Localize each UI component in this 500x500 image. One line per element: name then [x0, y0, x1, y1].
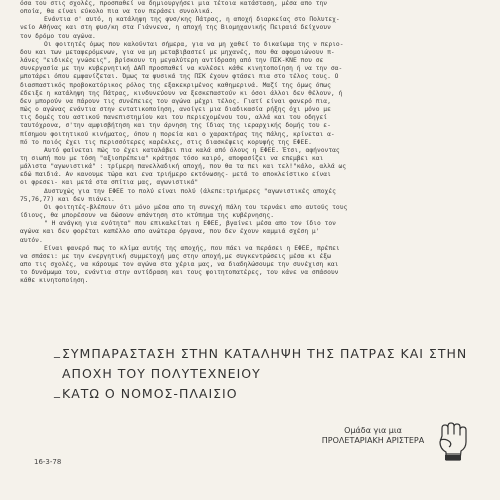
slogan-patras: ΣΥΜΠΑΡΑΣΤΑΣΗ ΣΤΗΝ ΚΑΤΑΛΗΨΗ ΤΗΣ ΠΑΤΡΑΣ ΚΑΙ ΣΤΗΝ [62, 346, 468, 361]
text-line: το δυνάμωμα του, ενάντια στην αντίδραση και τους φοιτητοπατέρες, του κάνε να σπάσουν [20, 269, 339, 277]
text-line: Ενάντια σ' αυτό, η κατάληψη της φυσ/κης Πάτρας, η αποχή διαρκείας στο Πολυτεχ- [44, 16, 340, 24]
signature-line: Ομάδα για μια [344, 426, 402, 435]
slogan-dash: _ [54, 384, 60, 398]
slogan-polytechnic: ΑΠΟΧΗ ΤΟΥ ΠΟΛΥΤΕΧΝΕΙΟΥ [62, 366, 261, 381]
text-line: ίδιους, θα μπορέσουν να δώσουν απάντηση στο κτύπημα της κυβέρνησης. [20, 212, 275, 220]
text-line: Οι φοιτητές-βλέπουν ότι μόνο μέσα απο τη συνεχή πάλη του τερνάει απο αυτούς τους [44, 203, 348, 211]
text-line: δεν μπορούν να πάρουν τις συνέπειες του αγώνα μέχρι τέλος. Γιατί είναι φανερό πια, [20, 97, 331, 105]
text-line: να σπάσει: με την ενεργητική συμμετοχή μας στην αποχή,με συγκεντρώσεις μέσα κι έξω [20, 252, 331, 260]
typed-body [20, 0, 488, 285]
text-line: Δυστυχώς για την ΕΦΕΕ το πολύ είναι πολύ (άλεπε:τριήμερες "αγωνιστικές αποχές [44, 187, 336, 195]
signature [318, 426, 428, 446]
text-line: αυτόν. [20, 236, 43, 244]
text-line: όσα του στις σχολές, προσπαθεί να δημιουργήσει μια τέτοια κατάσταση, μέσα απο την [20, 0, 328, 7]
text-line: " Η ανάγκη για ενότητα" που επικαλείται η ΕΦΕΕ, βγαίνει μέσα απο τον ίδιο τον [44, 220, 336, 228]
text-line: εδώ παιδιά. Αν κανουμε τώρα και ενα τριήμερο εκτόνωσης- μετά το αποκλείστικο είναι [20, 171, 331, 179]
text-line: τον δρόμο του αγώνα. [20, 32, 96, 40]
text-line: τις δομές του αστικού πανεπιστημίου και του περιεχομένου του, αλλά και του οδηγεί [20, 114, 328, 122]
text-line: δου και των μεταφερόμενων, για να μη μεταβιβαστεί με μηχανές, που θα αφομοιώνουν π- [20, 48, 335, 56]
signature-org: ΠΡΟΛΕΤΑΡΙΑΚΗ ΑΡΙΣΤΕΡΑ [321, 436, 425, 445]
text-line: πίσημου φοιτητικού κινήματος, όπου η πορεία και ο χαρακτήρας της πάλης, κρίνεται α- [20, 130, 335, 138]
text-line: διασπαστικός προβοκατόρικος ρόλος της εξακεκριμένος καθημερινά. Μαζί της όμως όπως [20, 81, 331, 89]
slogan-dash: _ [54, 344, 60, 358]
text-line: Είναι φανερό πως το κλίμα αυτής της αποχής, που πάει να περάσει η ΕΦΕΕ, πρέπει [44, 244, 340, 252]
text-line: απο τις σχολές, να κάρουμε τον αγώνα στα χέρια μας, να διαδηλώσουμε την συνέχιση και [20, 261, 339, 268]
text-line: έδειξε η κατάληψη της Πάτρας, κινδυνεύουν να ξεσκεπαστούν κι όσοι άλλοι δεν θέλουν, ή [20, 89, 343, 97]
text-line: οποία, θα είναι εύκολο πια να τον περάσει συνολικά. [20, 8, 214, 16]
text-line: ταυτόχρονα, σ'την αμφισβήτηση και την άρνηση της ίδιας της ιεραρχικής δομής του ε- [20, 122, 331, 130]
text-line: πό το ποιός έχει τις περισσότερες καρέκλες, στις διασκέψεις κορυφής της ΕΦΕΕ. [20, 138, 312, 146]
text-line: συνεργασία με την κυβερνητική ΔΑΠ προσπαθεί να κυλέσει κάθε κινητοποίηση ή να την σα- [20, 65, 343, 73]
text-line: νείο Αθήνας και στη φυσ/κη στα Γιάννενα, η αποχή της Βιομηχανικής Πειραιά δείχνουν [20, 24, 331, 32]
raised-fist-icon [432, 418, 474, 462]
text-line: μάλιστα "αγωνιστικά" : τρίμερη πανελλαδική αποχή, που θα τα πει και τελ!"κάλο, αλλά ως [20, 163, 347, 171]
slogan-framework-law: ΚΑΤΩ Ο ΝΟΜΟΣ-ΠΛΑΙΣΙΟ [62, 386, 238, 401]
text-line: κάθε κινητοποίηση. [20, 277, 89, 285]
text-line: πώς ο αγώνας ενάντια στην εντατικοποίηση, ανοίγει μια διαδικασία ρήξης όχι μόνο με [20, 106, 331, 114]
text-line: οι φρεσει- και μετά στα σπίτια μας, αγωνιστικά" [20, 179, 199, 187]
text-line: Αυτό φαίνεται πώς το έχει καταλάβει πια καλά από όλους η ΕΦΕΕ. Έτσι, αφήνοντας [44, 146, 340, 154]
text-line: μποτάρει όπου εμφανίζεται. Όμως τα φυσικά της ΠΣΚ έχουν φτάσει πια στο τέλος τους. Ο [20, 73, 339, 81]
date-stamp: 16-3-78 [34, 458, 62, 466]
text-line: αγώνα και δεν φορέται καπέλλο απο ανώτερα όργανα, που δεν έχουν καμμιά σχέση μ' [20, 228, 320, 236]
text-line: τη σιωπή που με τόση "αξιοπρέπεια" κράτησε τόσο καιρό, αποφασίζει να επεμβει και [20, 154, 324, 162]
text-line: λάνες "ειδικές γνώσεις", βρίσκουν τη μεγαλύτερη αντίδραση από την ΠΣΚ-ΚΝΕ που σε [20, 57, 324, 65]
text-line: Οι φοιτητές όμως που καλούνται σήμερα, για να μη χαθεί το δικαίωμα της ν περιο- [44, 40, 344, 48]
text-line: 75,76,77) και δεν πιάνει. [20, 195, 115, 203]
